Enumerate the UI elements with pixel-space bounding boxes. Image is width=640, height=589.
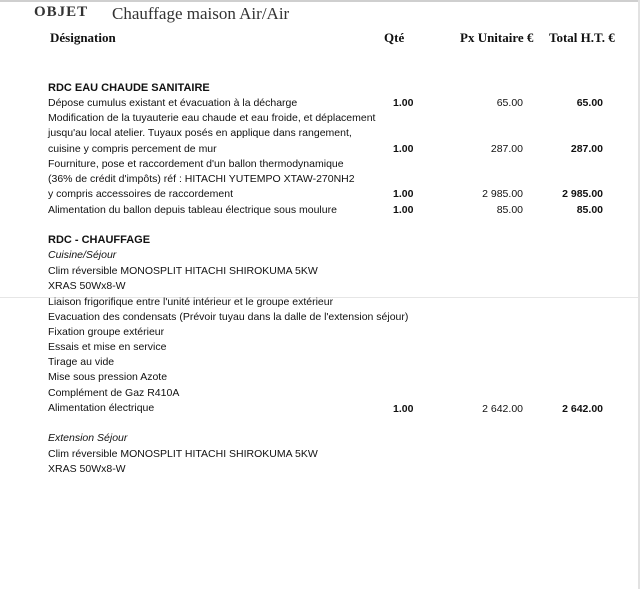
- qty-value: 1.00: [393, 97, 414, 109]
- line-item: Mise sous pression Azote: [48, 371, 168, 383]
- col-total: Total H.T. €: [549, 30, 615, 45]
- objet-label: OBJET: [34, 4, 89, 20]
- line-item: Clim réversible MONOSPLIT HITACHI SHIROKUMA 5KW: [48, 265, 318, 277]
- col-unit-price: Px Unitaire €: [460, 30, 534, 45]
- line-item: jusqu'au local atelier. Tuyaux posés en applique dans rangement,: [48, 127, 352, 139]
- unit-price-value: 2 642.00: [482, 403, 523, 415]
- scan-edge: [0, 0, 640, 2]
- qty-value: 1.00: [393, 188, 414, 200]
- qty-value: 1.00: [393, 204, 414, 216]
- total-value: 2 985.00: [562, 188, 603, 200]
- line-item: Tirage au vide: [48, 356, 115, 368]
- line-item: Clim réversible MONOSPLIT HITACHI SHIROKUMA 5KW: [48, 448, 318, 460]
- line-item: (36% de crédit d'impôts) réf : HITACHI YUTEMPO XTAW-270NH2: [48, 173, 355, 185]
- line-item: Liaison frigorifique entre l'unité intérieur et le groupe extérieur: [48, 296, 334, 308]
- subsection-title: Cuisine/Séjour: [48, 249, 117, 261]
- unit-price-value: 2 985.00: [482, 188, 523, 200]
- line-item: cuisine y compris percement de mur: [48, 143, 217, 155]
- total-value: 85.00: [576, 204, 603, 216]
- line-item: Evacuation des condensats (Prévoir tuyau dans la dalle de l'extension séjour): [48, 311, 409, 323]
- total-value: 287.00: [570, 143, 603, 155]
- line-item: Essais et mise en service: [48, 341, 167, 353]
- col-qty: Qté: [384, 30, 405, 45]
- section-title-ecs: RDC EAU CHAUDE SANITAIRE: [48, 82, 210, 94]
- line-item: Alimentation du ballon depuis tableau électrique sous moulure: [48, 204, 337, 216]
- line-item: Modification de la tuyauterie eau chaude et eau froide, et déplacement: [48, 112, 376, 124]
- line-item: Complément de Gaz R410A: [48, 387, 180, 399]
- qty-value: 1.00: [393, 143, 414, 155]
- col-designation: Désignation: [50, 30, 116, 45]
- line-item: XRAS 50Wx8-W: [48, 463, 126, 475]
- line-item: Fixation groupe extérieur: [48, 326, 165, 338]
- line-item: Alimentation électrique: [48, 402, 155, 414]
- section-title-chauffage: RDC - CHAUFFAGE: [48, 234, 151, 246]
- document-title: Chauffage maison Air/Air: [112, 4, 290, 23]
- total-value: 65.00: [576, 97, 603, 109]
- unit-price-value: 287.00: [490, 143, 523, 155]
- total-value: 2 642.00: [562, 403, 603, 415]
- line-item: y compris accessoires de raccordement: [48, 188, 233, 200]
- line-item: Dépose cumulus existant et évacuation à la décharge: [48, 97, 298, 109]
- qty-value: 1.00: [393, 403, 414, 415]
- unit-price-value: 85.00: [496, 204, 523, 216]
- line-item: XRAS 50Wx8-W: [48, 280, 126, 292]
- unit-price-value: 65.00: [496, 97, 523, 109]
- subsection-title: Extension Séjour: [48, 432, 128, 444]
- line-item: Fourniture, pose et raccordement d'un ballon thermodynamique: [48, 158, 344, 170]
